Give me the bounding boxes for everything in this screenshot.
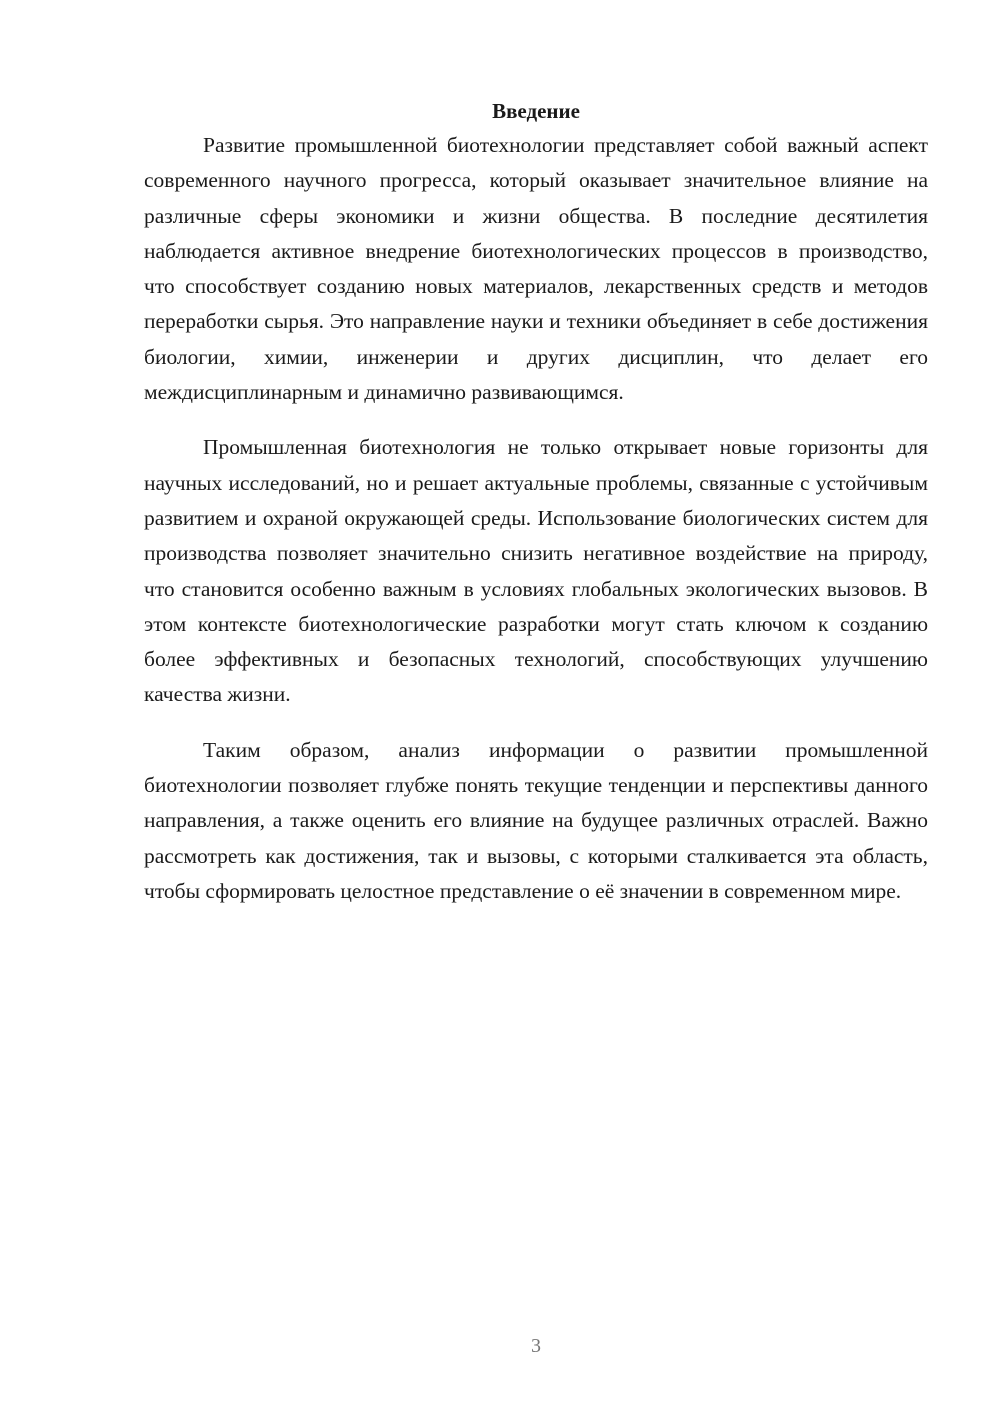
section-heading: Введение — [492, 99, 580, 123]
paragraph-3: Таким образом, анализ информации о развитии промышленной биотехнологии позволяет глубже понять текущие тенденции и перспективы данного направления, а также оценить его влияние на будущее различных отраслей. Важно рассмотреть как достижения, так и вызовы, с которыми сталкивается эта область, чтобы сформировать целостное представление о её значении в современном мире. — [144, 737, 928, 903]
paragraph-2: Промышленная биотехнология не только открывает новые горизонты для научных исследований, но и решает актуальные проблемы, связанные с устойчивым развитием и охраной окружающей среды. Использование биологических систем для производства позволяет значительно снизить негативное воздействие на природу, что становится особенно важным в условиях глобальных экологических вызовов. В этом контексте биотехнологические разработки могут стать ключом к созданию более эффективных и безопасных технологий, способствующих улучшению качества жизни. — [144, 435, 928, 707]
page-content — [144, 96, 928, 929]
paragraph-1: Развитие промышленной биотехнологии представляет собой важный аспект современного научного прогресса, который оказывает значительное влияние на различные сферы экономики и жизни общества. В последние десятилетия наблюдается активное внедрение биотехнологических процессов в производство, что способствует созданию новых материалов, лекарственных средств и методов переработки сырья. Это направление науки и техники объединяет в себе достижения биологии, химии, инженерии и других дисциплин, что делает его междисциплинарным и динамично развивающимся. — [144, 133, 928, 405]
page-number: 3 — [531, 1335, 541, 1357]
